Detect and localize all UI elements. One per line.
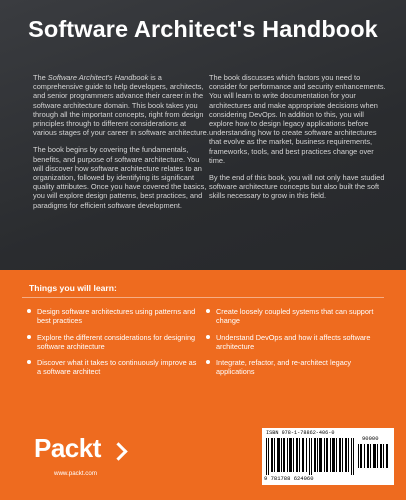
barcode [262,428,394,485]
barcode-bars-icon [266,438,356,475]
bullet-icon [206,360,210,364]
description-paragraph: The Software Architect's Handbook is a comprehensive guide to help developers, architects, and senior programmers advance their career in the software architecture domain. This book takes you through all the important concepts, right from design principles through to different considerations at various stages of your career in software architecture. [33,73,209,138]
book-title: Software Architect's Handbook [28,16,378,42]
learn-list-right [206,307,376,384]
price-code: 90000 [362,435,379,442]
learn-list-left [27,307,197,384]
bullet-icon [206,309,210,313]
learn-item: Design software architectures using patterns and best practices [27,307,197,325]
bullet-icon [27,309,31,313]
learn-item: Discover what it takes to continuously improve as a software architect [27,358,197,376]
learn-item: Integrate, refactor, and re-architect legacy applications [206,358,376,376]
description-paragraph: The book discusses which factors you need to consider for performance and security enhancements. You will learn to write documentation for your architectures and make appropriate decisions when considering DevOps. In addition to this, you will explore how to design legacy applications before understanding how to create software architectures that evolve as the market, business requirements, frameworks, tools, and best practices change over time. [209,73,386,165]
bullet-icon [206,335,210,339]
learn-heading: Things you will learn: [29,283,117,293]
price-barcode-icon [358,438,390,468]
barcode-number: 9 781788 624060 [264,475,314,482]
learn-item: Create loosely coupled systems that can support change [206,307,376,325]
description-left-column [33,73,209,218]
description-right-column [209,73,387,209]
packt-logo: Packt [34,433,101,463]
publisher-url: www.packt.com [54,470,97,477]
bullet-icon [27,335,31,339]
description-paragraph: The book begins by covering the fundamentals, benefits, and purpose of software architecture. You will discover how software architecture relates to an organization, followed by identifying its significant quality attributes. Once you have covered the basics, you will explore design patterns, best practices, and paradigms for efficient software development. [33,145,207,210]
book-title-italic: Software Architect's Handbook [47,73,149,82]
description-paragraph: By the end of this book, you will not only have studied software architecture concepts but also built the soft skills necessary to grow in this field. [209,173,385,201]
learn-item: Understand DevOps and how it affects software architecture [206,333,376,351]
isbn-text: ISBN 978-1-78862-406-0 [266,430,335,436]
learn-item: Explore the different considerations for designing software architecture [27,333,197,351]
bullet-icon [27,360,31,364]
learn-divider [22,297,384,298]
